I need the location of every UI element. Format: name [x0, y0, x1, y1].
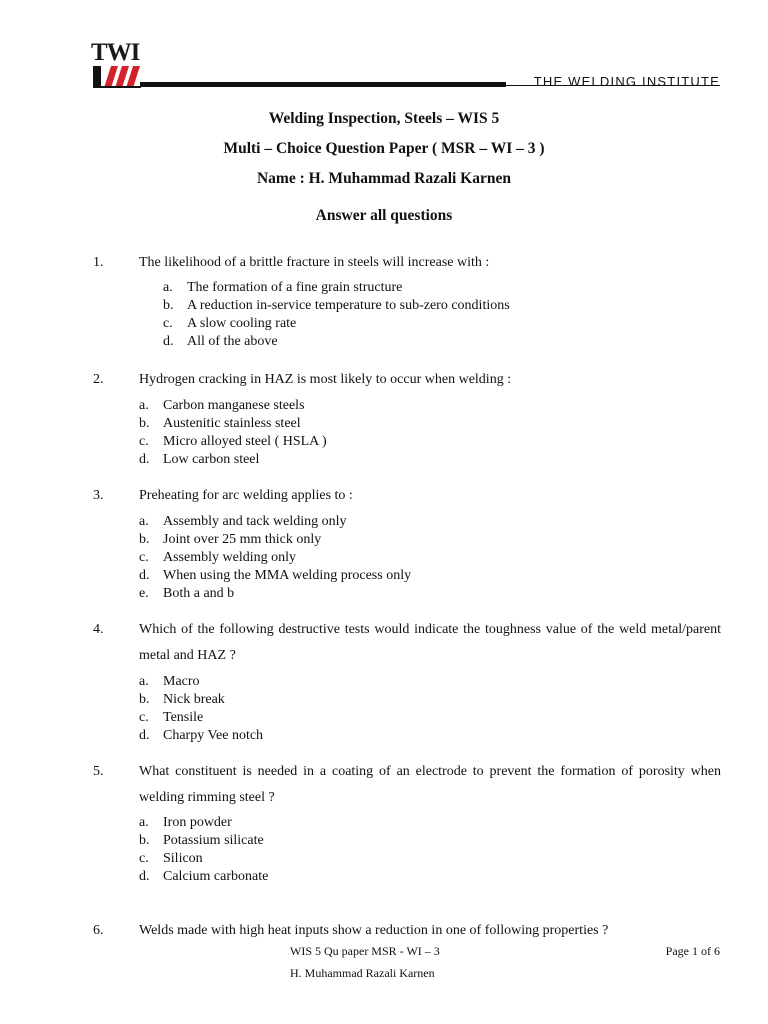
- footer-reference: WIS 5 Qu paper MSR - WI – 3: [290, 944, 440, 958]
- option-letter: a.: [139, 514, 149, 529]
- question-text: Which of the following destructive tests would indicate the toughness value of the weld metal/parent metal and HAZ ?: [139, 622, 721, 663]
- question-number: 2.: [93, 372, 104, 387]
- doc-subtitle: Multi – Choice Question Paper ( MSR – WI – 3 ): [223, 140, 545, 157]
- option-letter: d.: [139, 728, 150, 743]
- option-text: All of the above: [187, 334, 278, 349]
- candidate-name: Name : H. Muhammad Razali Karnen: [256, 170, 511, 187]
- question-number: 3.: [93, 488, 104, 503]
- logo-text: TWI: [91, 39, 140, 66]
- option-text: Calcium carbonate: [163, 869, 269, 884]
- option-letter: d.: [139, 869, 150, 884]
- question-number: 6.: [93, 923, 104, 938]
- option-letter: d.: [139, 452, 150, 467]
- page-number: Page 1 of 6: [665, 944, 720, 958]
- option-text: Carbon manganese steels: [163, 398, 305, 413]
- option-letter: d.: [163, 334, 174, 349]
- option-letter: c.: [139, 710, 149, 725]
- option-text: Iron powder: [163, 815, 232, 830]
- question-number: 5.: [93, 764, 104, 779]
- option-letter: c.: [163, 316, 173, 331]
- option-letter: c.: [139, 550, 149, 565]
- doc-title: Welding Inspection, Steels – WIS 5: [268, 110, 500, 127]
- option-letter: d.: [139, 568, 150, 583]
- footer-author: H. Muhammad Razali Karnen: [290, 966, 435, 980]
- question-text: Hydrogen cracking in HAZ is most likely to occur when welding :: [139, 372, 512, 387]
- option-text: Micro alloyed steel ( HSLA ): [163, 434, 327, 449]
- question-text: The likelihood of a brittle fracture in steels will increase with :: [139, 255, 490, 270]
- question-text: Welds made with high heat inputs show a reduction in one of following properties ?: [139, 923, 609, 938]
- question-number: 1.: [93, 255, 104, 270]
- option-text: The formation of a fine grain structure: [187, 280, 403, 295]
- option-text: Assembly and tack welding only: [163, 514, 347, 529]
- option-letter: a.: [163, 280, 173, 295]
- option-text: Charpy Vee notch: [163, 728, 264, 743]
- option-text: When using the MMA welding process only: [163, 568, 412, 583]
- option-text: Austenitic stainless steel: [163, 416, 301, 431]
- question-text: Preheating for arc welding applies to :: [139, 488, 353, 503]
- option-letter: b.: [163, 298, 174, 313]
- option-text: Joint over 25 mm thick only: [163, 532, 322, 547]
- institute-name: THE WELDING INSTITUTE: [533, 74, 720, 89]
- option-letter: a.: [139, 674, 149, 689]
- question-number: 4.: [93, 622, 104, 637]
- option-letter: c.: [139, 851, 149, 866]
- question-text: What constituent is needed in a coating of an electrode to prevent the formation of porosity when welding rimming steel ?: [139, 764, 721, 805]
- option-text: Tensile: [163, 710, 204, 725]
- option-text: Assembly welding only: [163, 550, 296, 565]
- option-text: Potassium silicate: [163, 833, 264, 848]
- option-letter: b.: [139, 692, 150, 707]
- option-letter: b.: [139, 532, 150, 547]
- option-text: A slow cooling rate: [187, 316, 297, 331]
- option-letter: b.: [139, 833, 150, 848]
- option-letter: b.: [139, 416, 150, 431]
- twi-logo: [91, 40, 143, 90]
- option-text: Low carbon steel: [163, 452, 260, 467]
- option-text: Both a and b: [163, 586, 235, 601]
- header-rule: [140, 82, 506, 87]
- option-letter: e.: [139, 586, 149, 601]
- option-text: A reduction in-service temperature to sub-zero conditions: [187, 298, 510, 313]
- option-text: Nick break: [163, 692, 225, 707]
- option-text: Silicon: [163, 851, 203, 866]
- option-text: Macro: [163, 674, 200, 689]
- option-letter: a.: [139, 815, 149, 830]
- instruction: Answer all questions: [315, 207, 453, 224]
- option-letter: a.: [139, 398, 149, 413]
- option-letter: c.: [139, 434, 149, 449]
- logo-stripes-icon: [93, 66, 141, 88]
